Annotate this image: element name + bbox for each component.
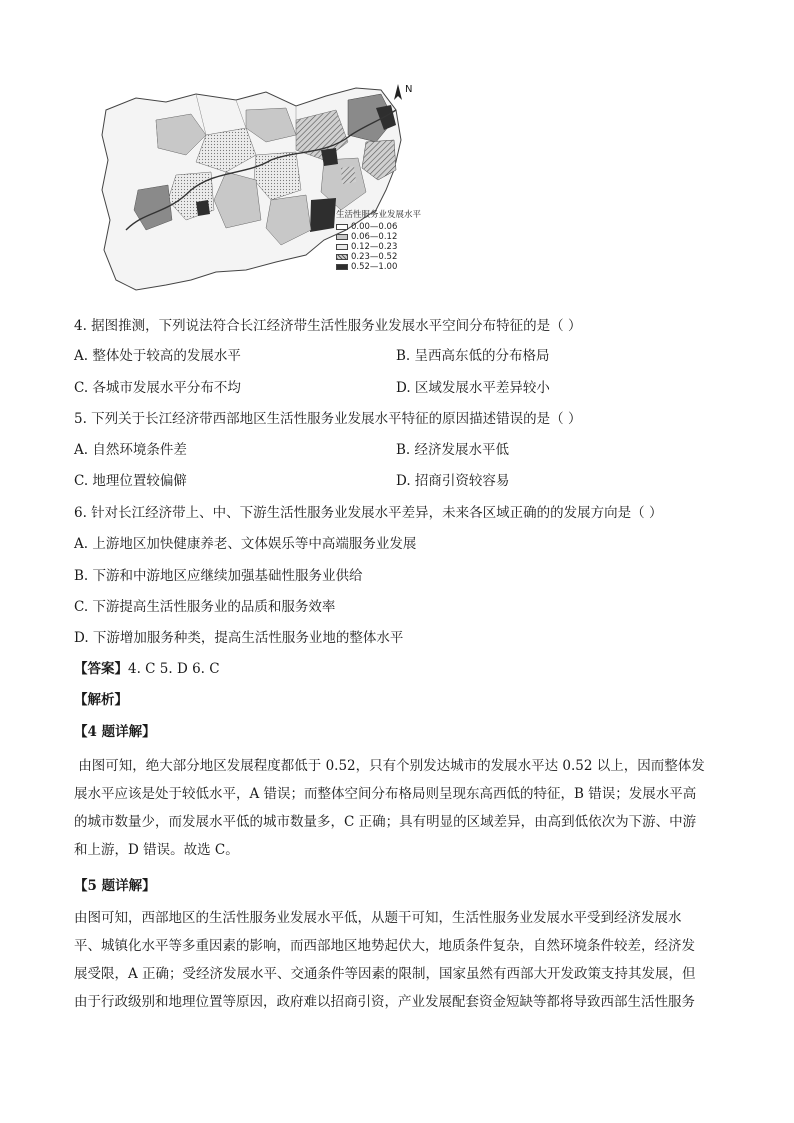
map-legend bbox=[336, 208, 426, 272]
answer-label: 【答案】 bbox=[74, 661, 128, 677]
answer-text: 4. C 5. D 6. C bbox=[128, 661, 220, 677]
analysis-label: 【解析】 bbox=[74, 692, 128, 708]
question-6-option-c: C. 下游提高生活性服务业的品质和服务效率 bbox=[74, 599, 336, 615]
legend-label: 0.06—0.12 bbox=[351, 232, 398, 242]
legend-swatch bbox=[336, 264, 348, 270]
question-4-option-b: B. 呈西高东低的分布格局 bbox=[396, 348, 550, 364]
legend-swatch bbox=[336, 224, 348, 230]
detail-4-line: 的城市数量少，而发展水平低的城市数量多，C 正确；具有明显的区域差异，由高到低依次为下游、中游 bbox=[74, 814, 697, 830]
legend-swatch bbox=[336, 244, 348, 250]
north-label: N bbox=[405, 84, 413, 95]
detail-5-line: 由于行政级别和地理位置等原因，政府难以招商引资，产业发展配套资金短缺等都将导致西部生活性服务 bbox=[74, 994, 695, 1010]
legend-item bbox=[336, 232, 426, 242]
detail-5-line: 平、城镇化水平等多重因素的影响，而西部地区地势起伏大，地质条件复杂，自然环境条件较差，经济发 bbox=[74, 938, 695, 954]
detail-4-line: 由图可知，绝大部分地区发展程度都低于 0.52，只有个别发达城市的发展水平达 0.52 以上，因而整体发 bbox=[74, 758, 705, 774]
detail-4-label: 【4 题详解】 bbox=[74, 724, 156, 740]
question-6-stem: 6. 针对长江经济带上、中、下游生活性服务业发展水平差异，未来各区域正确的的发展方向是（ ） bbox=[74, 505, 663, 521]
detail-5-line: 展受限，A 正确；受经济发展水平、交通条件等因素的限制，国家虽然有西部大开发政策支持其发展，但 bbox=[74, 966, 696, 982]
question-4-option-a: A. 整体处于较高的发展水平 bbox=[74, 348, 241, 364]
detail-4-paragraph bbox=[74, 752, 722, 864]
detail-4-line: 展水平应该是处于较低水平，A 错误；而整体空间分布格局则呈现东高西低的特征，B 错误；发展水平高 bbox=[74, 786, 697, 802]
question-6-option-d: D. 下游增加服务种类，提高生活性服务业地的整体水平 bbox=[74, 630, 404, 646]
answer-line bbox=[74, 659, 220, 679]
legend-item bbox=[336, 222, 426, 232]
legend-swatch bbox=[336, 254, 348, 260]
legend-title: 生活性服务业发展水平 bbox=[336, 210, 422, 220]
question-5-stem: 5. 下列关于长江经济带西部地区生活性服务业发展水平特征的原因描述错误的是（ ） bbox=[74, 411, 582, 427]
legend-label: 0.52—1.00 bbox=[351, 262, 398, 272]
legend-label: 0.23—0.52 bbox=[351, 252, 398, 262]
question-5-option-b: B. 经济发展水平低 bbox=[396, 442, 510, 458]
legend-item bbox=[336, 252, 426, 262]
question-4-stem: 4. 据图推测，下列说法符合长江经济带生活性服务业发展水平空间分布特征的是（ ） bbox=[74, 318, 582, 334]
legend-item bbox=[336, 242, 426, 252]
detail-4-line: 和上游，D 错误。故选 C。 bbox=[74, 842, 239, 858]
question-6-option-a: A. 上游地区加快健康养老、文体娱乐等中高端服务业发展 bbox=[74, 536, 417, 552]
legend-item bbox=[336, 262, 426, 272]
question-6-option-b: B. 下游和中游地区应继续加强基础性服务业供给 bbox=[74, 568, 363, 584]
legend-swatch bbox=[336, 234, 348, 240]
question-5-option-d: D. 招商引资较容易 bbox=[396, 473, 510, 489]
question-5-option-c: C. 地理位置较偏僻 bbox=[74, 473, 187, 489]
question-5-option-a: A. 自然环境条件差 bbox=[74, 442, 187, 458]
detail-5-line: 由图可知，西部地区的生活性服务业发展水平低，从题干可知，生活性服务业发展水平受到经济发展水 bbox=[74, 910, 682, 926]
question-4-option-d: D. 区域发展水平差异较小 bbox=[396, 380, 550, 396]
detail-5-label: 【5 题详解】 bbox=[74, 878, 156, 894]
legend-label: 0.00—0.06 bbox=[351, 222, 398, 232]
yangtze-map-figure bbox=[96, 80, 426, 302]
detail-5-paragraph bbox=[74, 904, 722, 1016]
legend-label: 0.12—0.23 bbox=[351, 242, 398, 252]
north-arrow-icon bbox=[394, 84, 402, 100]
question-4-option-c: C. 各城市发展水平分布不均 bbox=[74, 380, 241, 396]
